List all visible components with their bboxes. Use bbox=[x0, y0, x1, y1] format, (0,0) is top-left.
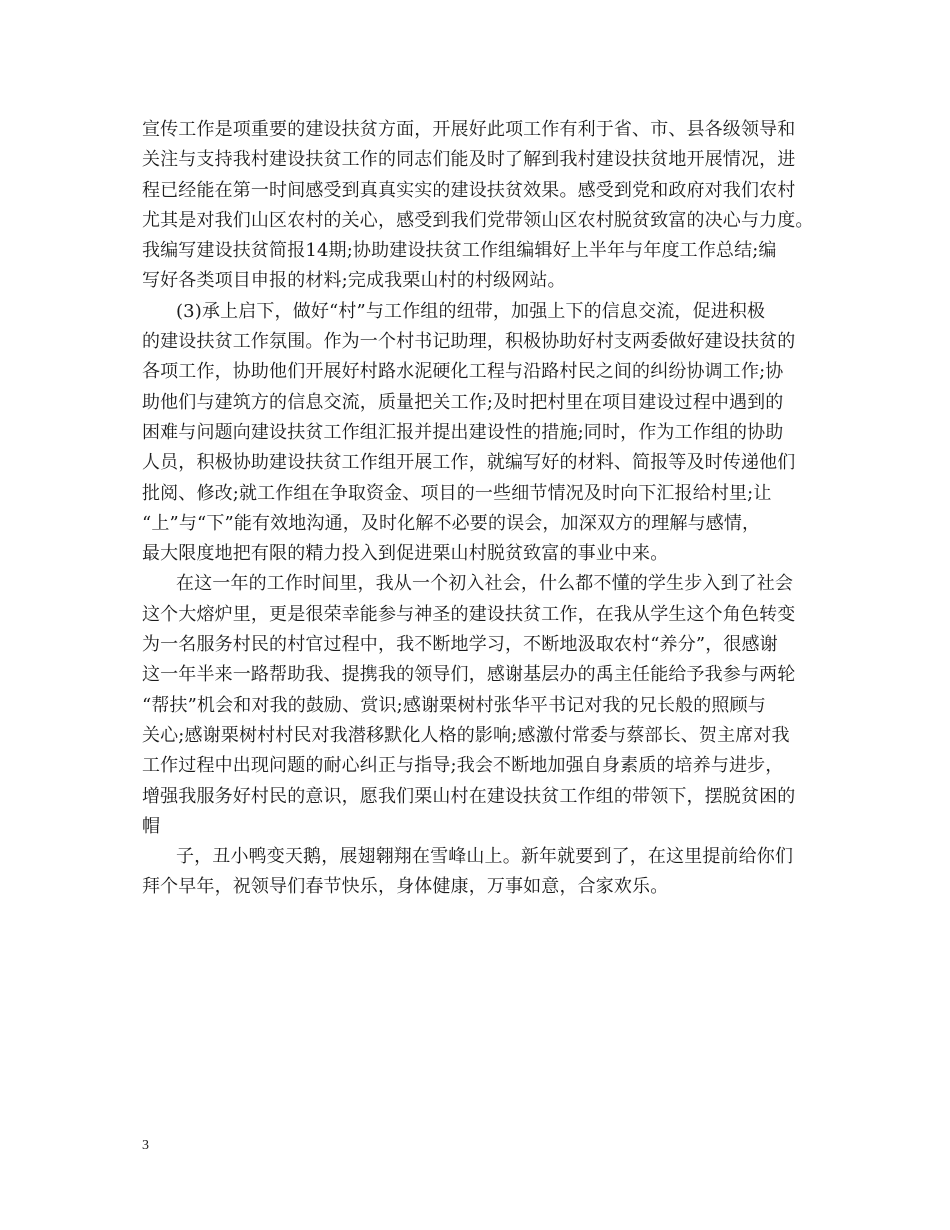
text-line: (3)承上启下，做好“村”与工作组的纽带，加强上下的信息交流，促进积极 bbox=[176, 300, 766, 322]
text-line: 增强我服务好村民的意识，愿我们栗山村在建设扶贫工作组的带领下，摆脱贫困的 bbox=[142, 785, 796, 807]
text-line: 这个大熔炉里，更是很荣幸能参与神圣的建设扶贫工作，在我从学生这个角色转变 bbox=[142, 603, 796, 625]
text-line: 写好各类项目申报的材料;完成我栗山村的村级网站。 bbox=[142, 270, 566, 292]
text-line: 的建设扶贫工作氛围。作为一个村书记助理，积极协助好村支两委做好建设扶贫的 bbox=[142, 331, 796, 353]
body-text bbox=[142, 115, 822, 903]
text-line: 我编写建设扶贫简报14期;协助建设扶贫工作组编辑好上半年与年度工作总结;编 bbox=[142, 240, 777, 262]
text-line: 在这一年的工作时间里，我从一个初入社会，什么都不懂的学生步入到了社会 bbox=[176, 573, 794, 595]
text-line: 关注与支持我村建设扶贫工作的同志们能及时了解到我村建设扶贫地开展情况，进 bbox=[142, 149, 796, 171]
text-line: 各项工作，协助他们开展好村路水泥硬化工程与沿路村民之间的纠纷协调工作;协 bbox=[142, 361, 784, 383]
text-line: 批阅、修改;就工作组在争取资金、项目的一些细节情况及时向下汇报给村里;让 bbox=[142, 482, 772, 504]
text-line: 人员，积极协助建设扶贫工作组开展工作，就编写好的材料、简报等及时传递他们 bbox=[142, 452, 796, 474]
text-line: 这一年半来一路帮助我、提携我的领导们，感谢基层办的禹主任能给予我参与两轮 bbox=[142, 664, 796, 686]
text-line: 工作过程中出现问题的耐心纠正与指导;我会不断地加强自身素质的培养与进步， bbox=[142, 755, 784, 777]
page-number: 3 bbox=[142, 1138, 149, 1153]
text-line: 宣传工作是项重要的建设扶贫方面，开展好此项工作有利于省、市、县各级领导和 bbox=[142, 119, 796, 140]
text-line: “帮扶”机会和对我的鼓励、赏识;感谢栗树村张华平书记对我的兄长般的照顾与 bbox=[142, 694, 766, 716]
text-line: 最大限度地把有限的精力投入到促进栗山村脱贫致富的事业中来。 bbox=[142, 543, 669, 565]
text-line: 困难与问题向建设扶贫工作组汇报并提出建设性的措施;同时，作为工作组的协助 bbox=[142, 421, 784, 443]
text-line: 尤其是对我们山区农村的关心，感受到我们党带领山区农村脱贫致富的决心与力度。 bbox=[142, 209, 814, 231]
text-line: 程已经能在第一时间感受到真真实实的建设扶贫效果。感受到党和政府对我们农村 bbox=[142, 179, 796, 201]
text-line: 关心;感谢栗树村村民对我潜移默化人格的影响;感激付常委与蔡部长、贺主席对我 bbox=[142, 724, 790, 746]
text-line: 拜个早年，祝领导们春节快乐，身体健康，万事如意，合家欢乐。 bbox=[142, 876, 669, 898]
text-line: 帽 bbox=[142, 815, 161, 837]
text-line: 子，丑小鸭变天鹅，展翅翱翔在雪峰山上。新年就要到了，在这里提前给你们 bbox=[176, 846, 794, 868]
text-line: 助他们与建筑方的信息交流，质量把关工作;及时把村里在项目建设过程中遇到的 bbox=[142, 391, 784, 413]
text-line: “上”与“下”能有效地沟通，及时化解不必要的误会，加深双方的理解与感情， bbox=[142, 512, 761, 534]
text-line: 为一名服务村民的村官过程中，我不断地学习，不断地汲取农村“养分”，很感谢 bbox=[142, 634, 778, 656]
